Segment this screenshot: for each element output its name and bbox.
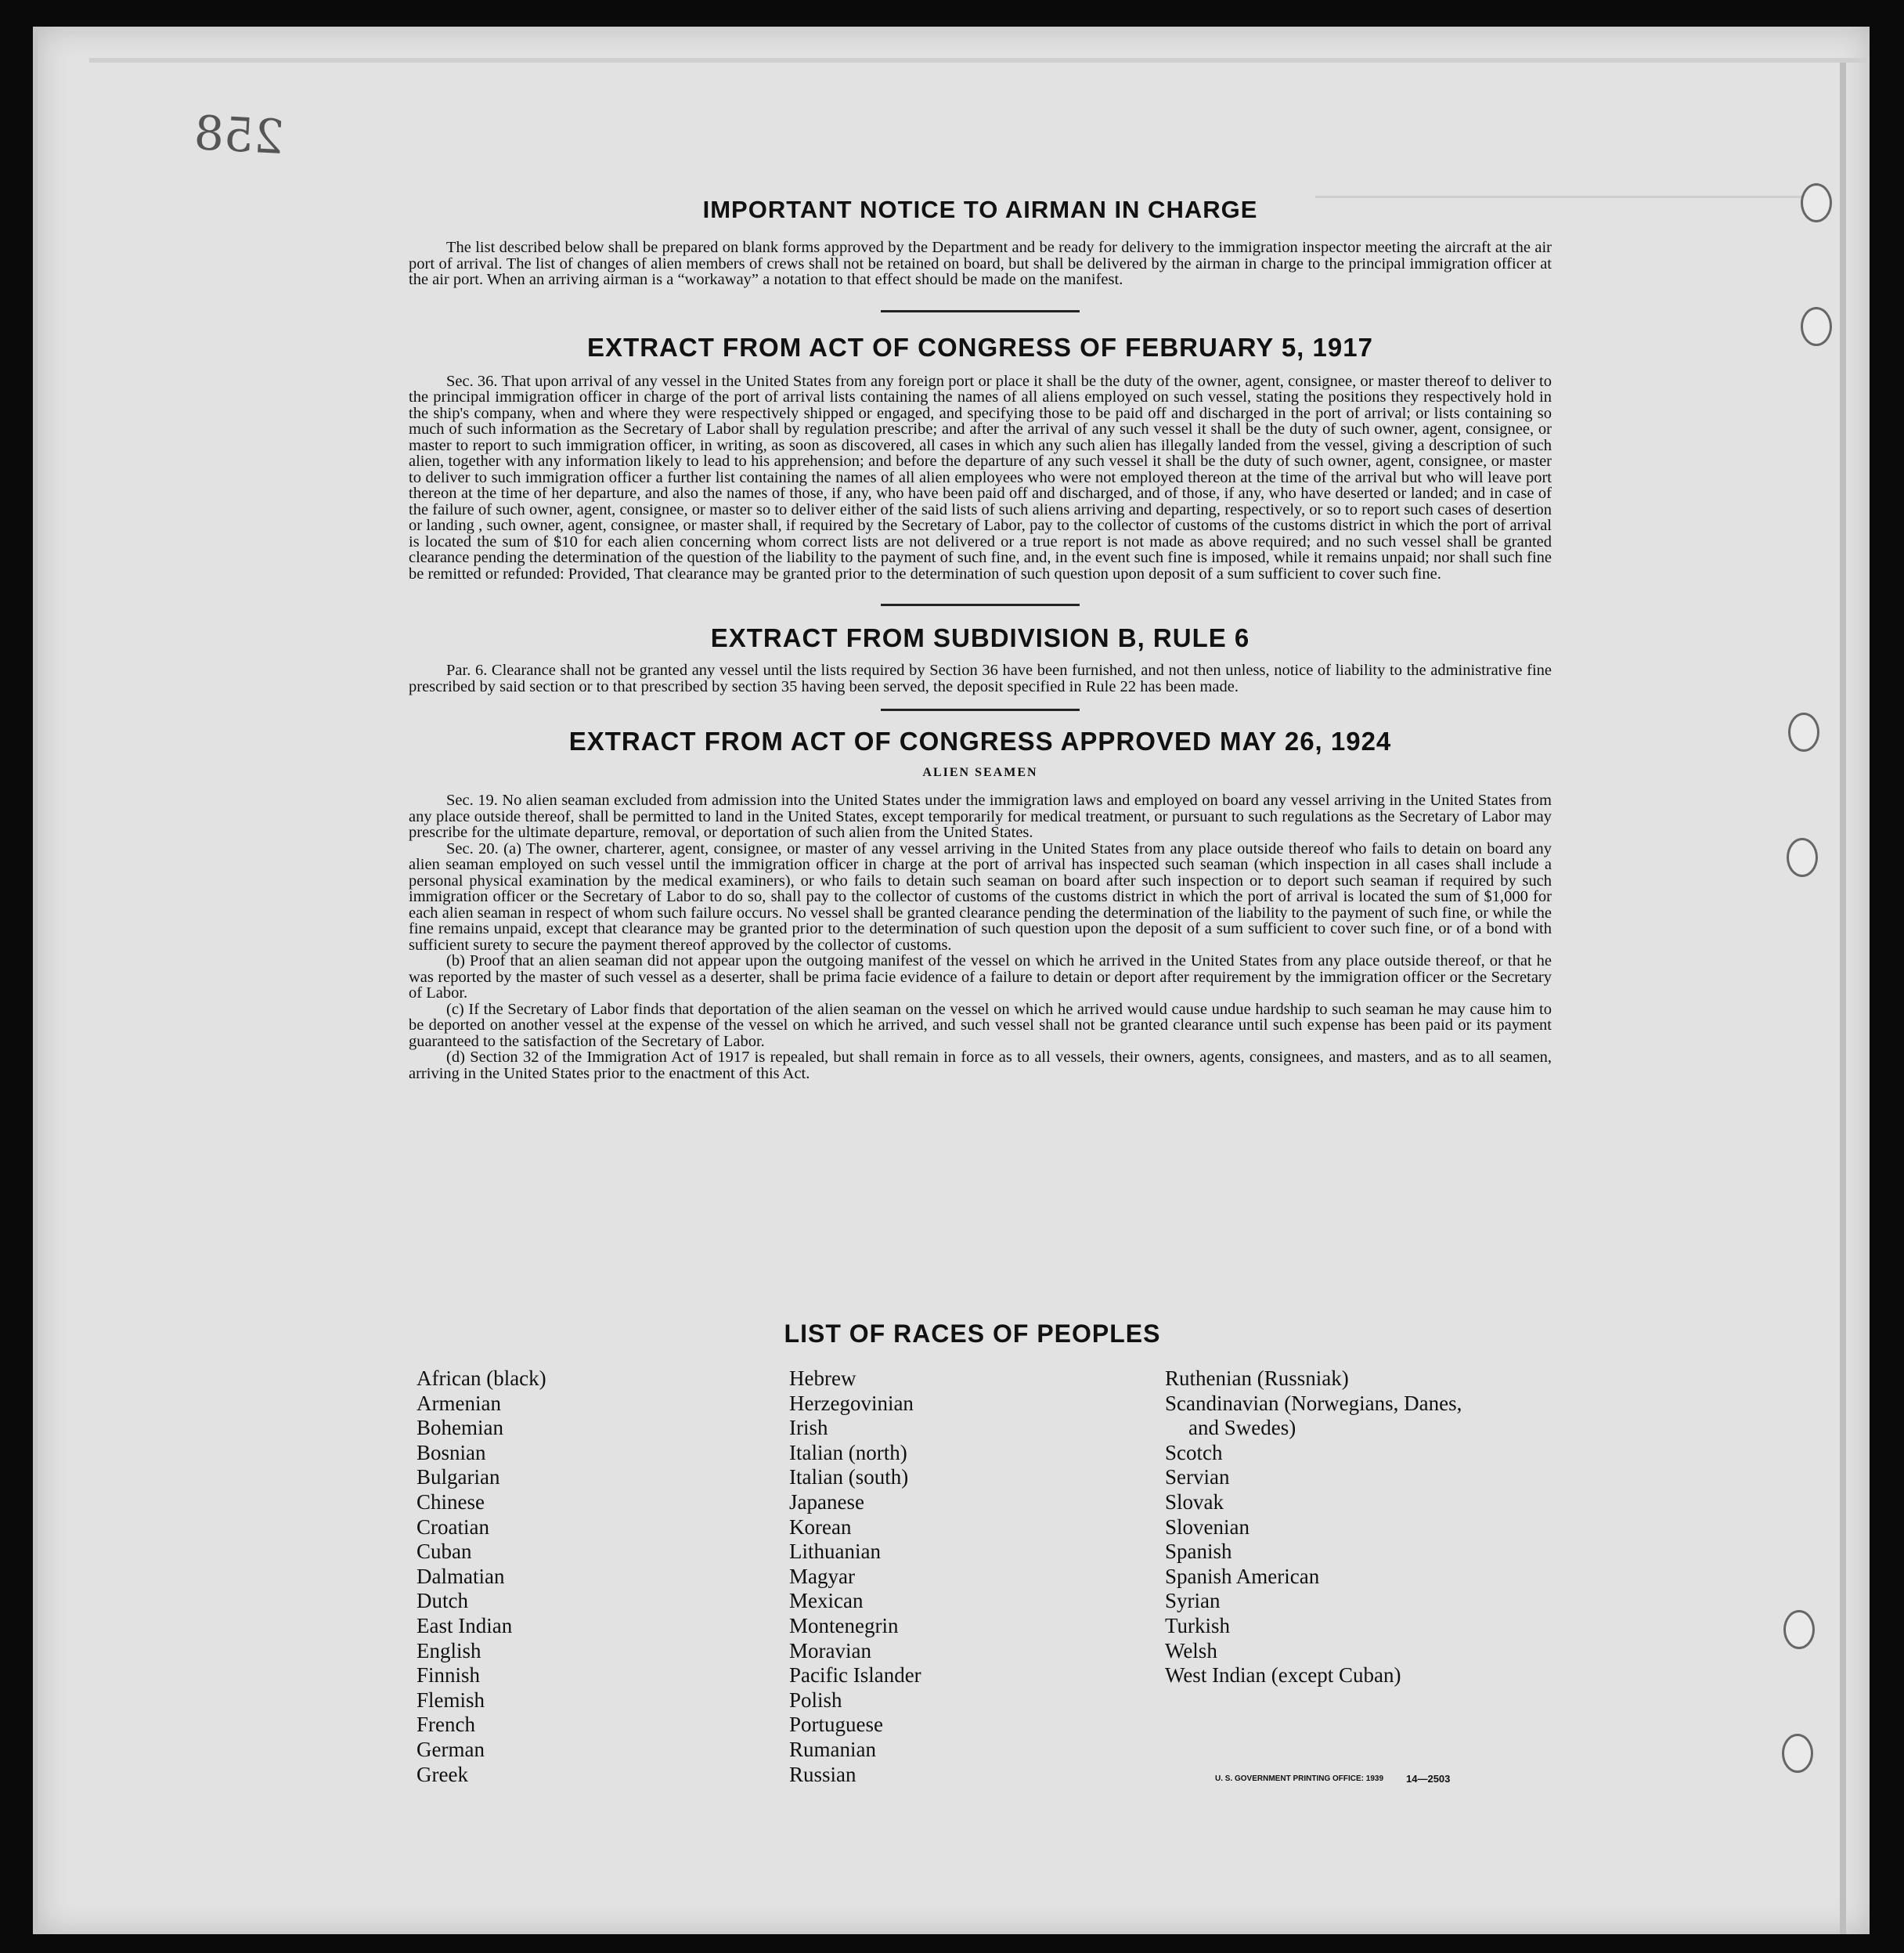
race-item: Montenegrin [789,1613,899,1637]
race-item: Flemish [416,1688,485,1712]
printing-office-imprint: U. S. GOVERNMENT PRINTING OFFICE: 1939 [1215,1774,1384,1783]
binder-hole-6 [1782,1734,1813,1773]
race-item: Turkish [1165,1613,1231,1637]
notice-content [409,196,1552,1081]
sheet-top-edge [89,58,1870,63]
races-column-1 [416,1366,789,1787]
races-list [416,1366,1544,1787]
race-item: Slovak [1165,1489,1224,1514]
races-column-3 [1165,1366,1541,1787]
binder-hole-4 [1787,838,1818,877]
race-item: Finnish [416,1663,481,1688]
race-item: Magyar [789,1564,855,1588]
race-item: Hebrew [789,1366,856,1390]
race-item: English [416,1638,481,1662]
race-item: Dutch [416,1589,468,1613]
race-item: German [416,1737,485,1761]
extract-1917-title: EXTRACT FROM ACT OF CONGRESS OF FEBRUARY 5, 1917 [587,332,1373,362]
race-item: Croatian [416,1514,489,1539]
race-item: Portuguese [789,1713,883,1737]
race-item: Syrian [1165,1589,1221,1613]
race-item: East Indian [416,1613,513,1637]
extract-1917-body: Sec. 36. That upon arrival of any vessel in the United States from any foreign port or place it shall be the duty of the owner, agent, consignee, or master thereof to deliver to the principal immigration officer in charge of the port of arrival lists containing the names of all aliens employed on such vessel, stating the positions they respectively hold in the ship's company, when and where they were respectively shipped or engaged, and specifying those to be paid off and discharged in the port of arrival; or lists containing so much of such information as the Secretary of Labor shall by regulation prescribe; and after the arrival of any such vessel it shall be the duty of such owner, agent, consignee, or master to report to such immigration officer, in writing, as soon as discovered, all cases in which any such alien has illegally landed from the vessel, giving a description of such alien, together with any information likely to lead to his apprehension; and before the departure of any such vessel it shall be the duty of such owner, agent, consignee, or master to deliver to such immigration officer a further list containing the names of all alien employees who were not employed thereon at the time of the arrival but who will leave port thereon at the time of her departure, and also the names of those, if any, who have been paid off and discharged, and of those, if any, who have deserted or landed; and in case of the failure of such owner, agent, consignee, or master so to deliver either of the said lists of such aliens arriving and departing, respectively, or so to report such cases of desertion or landing , such owner, agent, consignee, or master shall, if required by the Secretary of Labor, pay to the collector of customs of the customs district in which the port of arrival is located the sum of $10 for each alien concerning whom correct lists are not delivered or a true report is not made as above required; and no such vessel shall be granted clearance pending the determination of the question of the liability to the payment of such fine, and, in the event such fine is imposed, while it remains unpaid; nor shall such fine be remitted or refunded: Provided, That clearance may be granted prior to the determination of such question upon deposit of a sum sufficient to cover such fine. [409,372,1552,583]
sec19-paragraph: Sec. 19. No alien seaman excluded from admission into the United States under the immigration laws and employed on board any vessel arriving in the United States from any place outside thereof, shall be permitted to land in the United States, except temporarily for medical treatment, or pursuant to such regulations as the Secretary of Labor may prescribe for the ultimate departure, removal, or deportation of such alien from the United States. [409,792,1552,841]
race-item: Spanish [1165,1540,1232,1564]
race-item: Dalmatian [416,1564,505,1588]
binder-hole-5 [1783,1610,1815,1649]
races-column-2 [789,1366,1165,1787]
race-item: African (black) [416,1366,546,1390]
race-item: Polish [789,1688,842,1712]
race-item: Bulgarian [416,1465,500,1489]
binder-hole-1 [1801,183,1832,222]
race-item: Bohemian [416,1416,503,1440]
race-item: Armenian [416,1391,501,1415]
sheet-right-edge [1840,63,1846,1934]
race-item: Ruthenian (Russniak) [1165,1366,1349,1390]
race-item: Cuban [416,1540,472,1564]
binder-hole-3 [1788,713,1819,752]
race-item: Italian (south) [789,1465,909,1489]
extract-1924-title: EXTRACT FROM ACT OF CONGRESS APPROVED MAY 26, 1924 [568,727,1392,756]
race-item: Moravian [789,1638,871,1662]
sec20d-paragraph: (d) Section 32 of the Immigration Act of 1917 is repealed, but shall remain in force as to all vessels, their owners, agents, consignees, and masters, and as to all seamen, arriving in the United States prior to the enactment of this Act. [409,1049,1552,1082]
race-item: Spanish American [1165,1564,1320,1588]
race-item: Korean [789,1514,852,1539]
race-item: and Swedes) [1188,1416,1296,1440]
extract-rule6-title: EXTRACT FROM SUBDIVISION B, RULE 6 [710,623,1250,652]
race-item: Greek [416,1762,468,1786]
race-item: French [416,1713,475,1737]
race-item: Servian [1165,1465,1230,1489]
race-item: Scandinavian (Norwegians, Danes, [1165,1391,1462,1415]
sec20c-paragraph: (c) If the Secretary of Labor finds that deportation of the alien seaman on the vessel on which he arrived would cause undue hardship to such seaman he may cause him to be deported on another vessel at the expense of the vessel on which he arrived, and such vessel shall not be granted clearance until such expense has been paid or its payment guaranteed to the satisfaction of the Secretary of Labor. [409,1000,1552,1050]
extract-rule6-body: Par. 6. Clearance shall not be granted any vessel until the lists required by Section 36 have been furnished, and not then unless, notice of liability to the administrative fine prescribed by said section or to that prescribed by section 35 having been served, the deposit specified in Rule 22 has been made. [409,662,1552,695]
race-item: Irish [789,1416,828,1440]
race-item: Italian (north) [789,1440,907,1464]
race-item: Chinese [416,1489,485,1514]
race-item: Pacific Islander [789,1663,921,1688]
notice-body: The list described below shall be prepared on blank forms approved by the Department and be ready for delivery to the immigration inspector meeting the aircraft at the air port of arrival. The list of changes of alien members of crews shall not be retained on board, but shall be delivered by the airman in charge to the principal immigration officer at the air port. When an arriving airman is a “workaway” a notation to that effect should be made on the manifest. [409,239,1552,288]
race-item: Japanese [789,1489,864,1514]
race-item: Slovenian [1165,1514,1250,1539]
race-item: Scotch [1165,1440,1223,1464]
races-list-title: LIST OF RACES OF PEOPLES [784,1319,1161,1348]
race-item: Bosnian [416,1440,486,1464]
form-number: 14—2503 [1406,1773,1451,1785]
race-item: West Indian (except Cuban) [1165,1663,1401,1688]
race-item: Mexican [789,1589,864,1613]
race-item: Russian [789,1762,856,1786]
sec20a-paragraph: Sec. 20. (a) The owner, charterer, agent, consignee, or master of any vessel arriving in the United States from any place outside thereof who fails to detain on board any alien seaman employed on such vessel until the immigration officer in charge at the port of arrival has inspected such seaman (which inspection in all cases shall include a personal physical examination by the medical examiners), or who fails to detain such seaman on board after such inspection or to deport such seaman if required by such immigration officer or the Secretary of Labor to do so, shall pay to the collector of customs of the customs district in which the port of arrival is located the sum of $1,000 for each alien seaman in respect of whom such failure occurs. No vessel shall be granted clearance pending the determination of the liability to the payment of such fine, or while the fine remains unpaid, except that clearance may be granted prior to the determination of such question upon the deposit of a sum sufficient to cover such fine, or of a bond with sufficient surety to secure the payment thereof approved by the collector of customs. [409,839,1552,954]
race-item: Rumanian [789,1737,876,1761]
binder-hole-2 [1801,307,1832,346]
race-item: Herzegovinian [789,1391,914,1415]
handwritten-page-number: 258 [193,106,286,165]
race-item: Welsh [1165,1638,1217,1662]
race-item: Lithuanian [789,1540,881,1564]
sec20b-paragraph: (b) Proof that an alien seaman did not appear upon the outgoing manifest of the vessel on which he arrived in the United States from any place outside thereof, or that he was reported by the master of such vessel as a deserter, shall be prima facie evidence of a failure to detain or deport after requirement by the immigration officer or the Secretary of Labor. [409,952,1552,1002]
notice-title: IMPORTANT NOTICE TO AIRMAN IN CHARGE [702,196,1258,223]
extract-1924-subtitle: ALIEN SEAMEN [922,766,1038,779]
